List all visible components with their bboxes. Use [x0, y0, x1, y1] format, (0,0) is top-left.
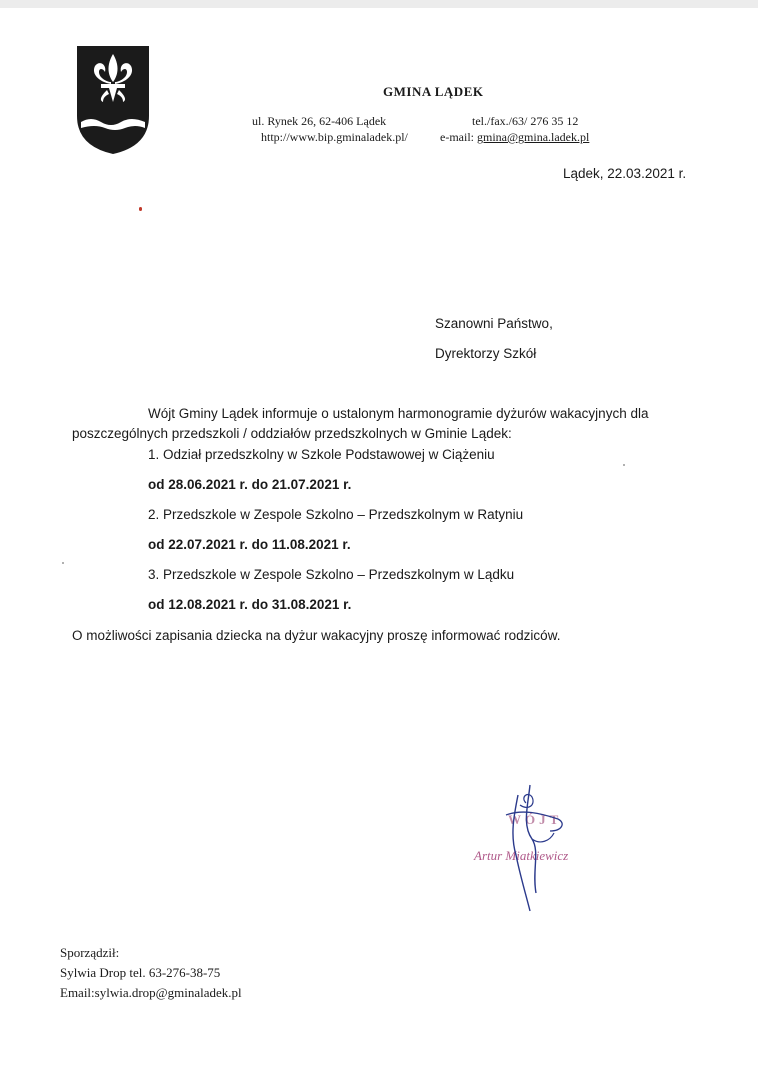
schedule-item-dates: od 28.06.2021 r. do 21.07.2021 r. [148, 477, 352, 492]
email-line [440, 130, 589, 145]
website-link[interactable]: http://www.bip.gminaladek.pl/ [261, 130, 408, 144]
scan-speck [62, 562, 64, 564]
handwritten-signature [470, 775, 610, 925]
stamp-name: Artur Miatkiewicz [474, 848, 569, 863]
schedule-item-label: 1. Odział przedszkolny w Szkole Podstawowej w Ciążeniu [148, 447, 495, 462]
date-line: Lądek, 22.03.2021 r. [563, 166, 687, 181]
prepared-by-label: Sporządził: [60, 945, 120, 960]
schedule-item-dates: od 12.08.2021 r. do 31.08.2021 r. [148, 597, 352, 612]
schedule-item-label: 2. Przedszkole w Zespole Szkolno – Przedszkolnym w Ratyniu [148, 507, 524, 522]
ink-mark [139, 207, 142, 211]
intro-line-1: Wójt Gminy Lądek informuje o ustalonym harmonogramie dyżurów wakacyjnych dla [148, 406, 649, 421]
stamp-title: WÓJT [508, 812, 563, 827]
preparer-contact: Sylwia Drop tel. 63-276-38-75 [60, 965, 221, 980]
scan-speck [623, 464, 625, 466]
schedule-item-label: 3. Przedszkole w Zespole Szkolno – Przedszkolnym w Lądku [148, 567, 515, 582]
organization-name: GMINA LĄDEK [383, 84, 484, 99]
scan-top-edge [0, 0, 758, 8]
preparer-email: Email:sylwia.drop@gminaladek.pl [60, 985, 242, 1000]
address-line: ul. Rynek 26, 62-406 Lądek [252, 114, 387, 128]
schedule-item-dates: od 22.07.2021 r. do 11.08.2021 r. [148, 537, 351, 552]
phone-line: tel./fax./63/ 276 35 12 [472, 114, 579, 128]
intro-line-2: poszczególnych przedszkoli / oddziałów przedszkolnych w Gminie Lądek: [72, 426, 512, 441]
recipient: Dyrektorzy Szkół [435, 346, 537, 361]
salutation: Szanowni Państwo, [435, 316, 553, 331]
email-link[interactable]: gmina@gmina.ladek.pl [476, 130, 590, 144]
email-label: e-mail: [440, 130, 477, 144]
closing-line: O możliwości zapisania dziecka na dyżur wakacyjny proszę informować rodziców. [72, 628, 561, 643]
coat-of-arms-icon [77, 46, 149, 154]
